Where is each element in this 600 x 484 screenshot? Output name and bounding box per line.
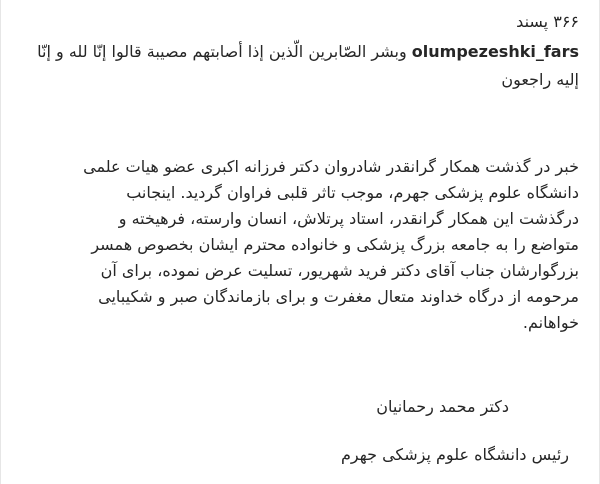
body-line-7: خواهانم. bbox=[522, 313, 579, 332]
signature-name: دکتر محمد رحمانیان bbox=[376, 397, 509, 416]
signature-title: رئیس دانشگاه علوم پزشکی جهرم bbox=[340, 445, 569, 464]
post-caption bbox=[19, 38, 579, 94]
body-line-1: خبر در گذشت همکار گرانقدر شادروان دکتر فرزانه اکبری عضو هیات علمی bbox=[83, 157, 579, 176]
body-line-5: بزرگوارشان جناب آقای دکتر فرید شهریور، تسلیت عرض نموده، برای آن bbox=[100, 261, 579, 280]
body-line-4: متواضع را به جامعه بزرگ پزشکی و خانواده محترم ایشان بخصوص همسر bbox=[91, 235, 579, 254]
caption-text: وبشر الصّابرين الّذين إذا أصابتهم مصيبة قالوا إنّا لله و إنّا إليه راجعون bbox=[37, 42, 579, 89]
body-line-3: درگذشت این همکار گرانقدر، استاد پرتلاش، انسان وارسته، فرهیخته و bbox=[118, 209, 579, 228]
body-line-6: مرحومه از درگاه خداوند متعال مغفرت و برای بازماندگان صبر و شکیبایی bbox=[98, 287, 579, 306]
body-line-2: دانشگاه علوم پزشکی جهرم، موجب تاثر قلبی فراوان گردید. اینجانب bbox=[126, 183, 579, 202]
like-count[interactable]: ۳۶۶ پسند bbox=[516, 12, 579, 31]
caption-username[interactable]: olumpezeshki_fars bbox=[411, 42, 579, 61]
